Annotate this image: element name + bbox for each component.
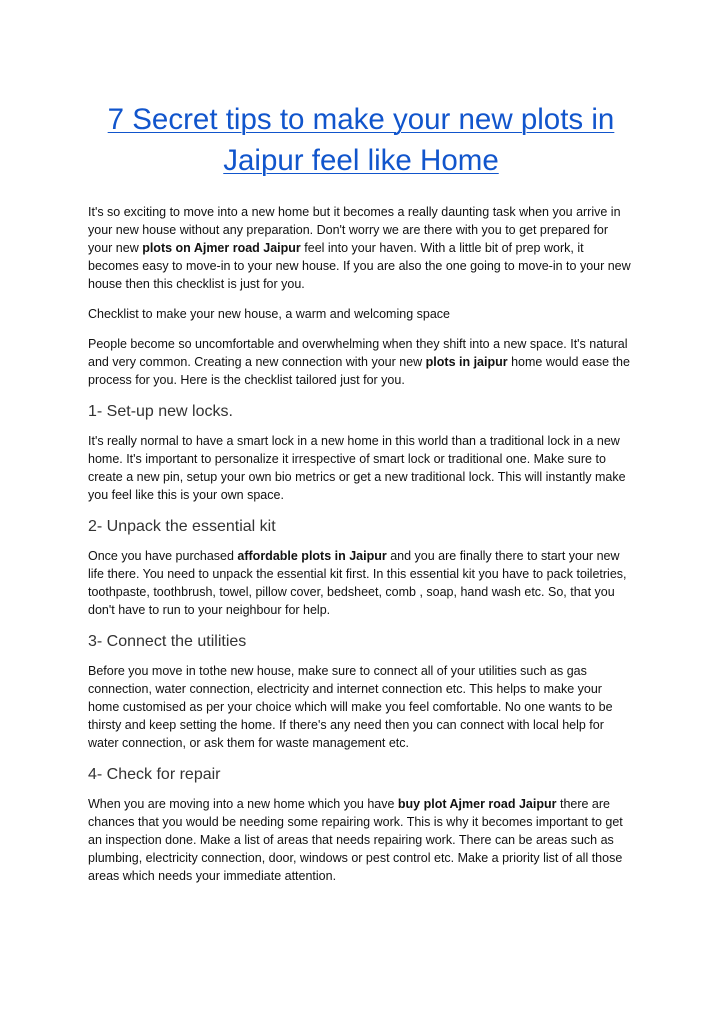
checklist-line: Checklist to make your new house, a warm and welcoming space — [88, 307, 450, 321]
intro-paragraph — [88, 203, 634, 293]
kit-keyword: affordable plots in Jaipur — [237, 549, 387, 563]
section-heading-utilities: 3- Connect the utilities — [88, 633, 247, 650]
second-keyword: plots in jaipur — [425, 355, 508, 369]
section-text-locks: It's really normal to have a smart lock in a new home in this world than a traditional lock in a new home. It's important to personalize it irrespective of smart lock or traditional one. Make sure to create a new pin, setup your own bio metrics or get a new traditional lock. This will instantly make you feel like this is your own space. — [88, 434, 626, 502]
intro-keyword: plots on Ajmer road Jaipur — [142, 241, 301, 255]
repair-text-start: When you are moving into a new home which you have — [88, 797, 398, 811]
repair-text-end: there are chances that you would be needing some repairing work. This is why it becomes important to get an inspection done. Make a list of areas that needs repairing work. There can be areas such as plumbing, electricity connection, door, windows or pest control etc. Make a priority list of all those areas which needs your immediate attention. — [88, 797, 623, 883]
section-heading-kit: 2- Unpack the essential kit — [88, 518, 276, 535]
section-heading-repair: 4- Check for repair — [88, 766, 221, 783]
second-text-end: home would ease the process for you. Here is the checklist tailored just for you. — [88, 355, 630, 387]
document-title — [88, 99, 634, 181]
kit-text-end: and you are finally there to start your new life there. You need to unpack the essential kit first. In this essential kit you have to pack toiletries, toothpaste, toothbrush, towel, pillow cover, bedsheet, comb , soap, hand wash etc. So, that you don't have to run to your neighbour for help. — [88, 549, 627, 617]
second-paragraph — [88, 335, 634, 389]
intro-text-start: It's so exciting to move into a new home but it becomes a really daunting task when you arrive in your new house without any preparation. Don't worry we are there with you to get prepared for your new — [88, 205, 621, 255]
section-text-utilities: Before you move in tothe new house, make sure to connect all of your utilities such as gas connection, water connection, electricity and internet connection etc. This helps to make your home customised as per your choice which will make you feel comfortable. No one wants to be thirsty and keep setting the home. If there's any need then you can connect with local help for water connection, or ask them for waste management etc. — [88, 664, 613, 750]
section-heading-locks: 1- Set-up new locks. — [88, 403, 233, 420]
section-text-repair — [88, 795, 634, 885]
second-text-start: People become so uncomfortable and overwhelming when they shift into a new space. It's natural and very common. Creating a new connection with your new — [88, 337, 628, 369]
title-link[interactable]: 7 Secret tips to make your new plots in Jaipur feel like Home — [107, 103, 615, 177]
section-text-kit — [88, 547, 634, 619]
repair-keyword: buy plot Ajmer road Jaipur — [397, 797, 557, 811]
intro-text-end: feel into your haven. With a little bit of prep work, it becomes easy to move-in to your new house. If you are also the one going to move-in to your new house then this checklist is just for you. — [88, 241, 631, 291]
kit-text-start: Once you have purchased — [88, 549, 238, 563]
